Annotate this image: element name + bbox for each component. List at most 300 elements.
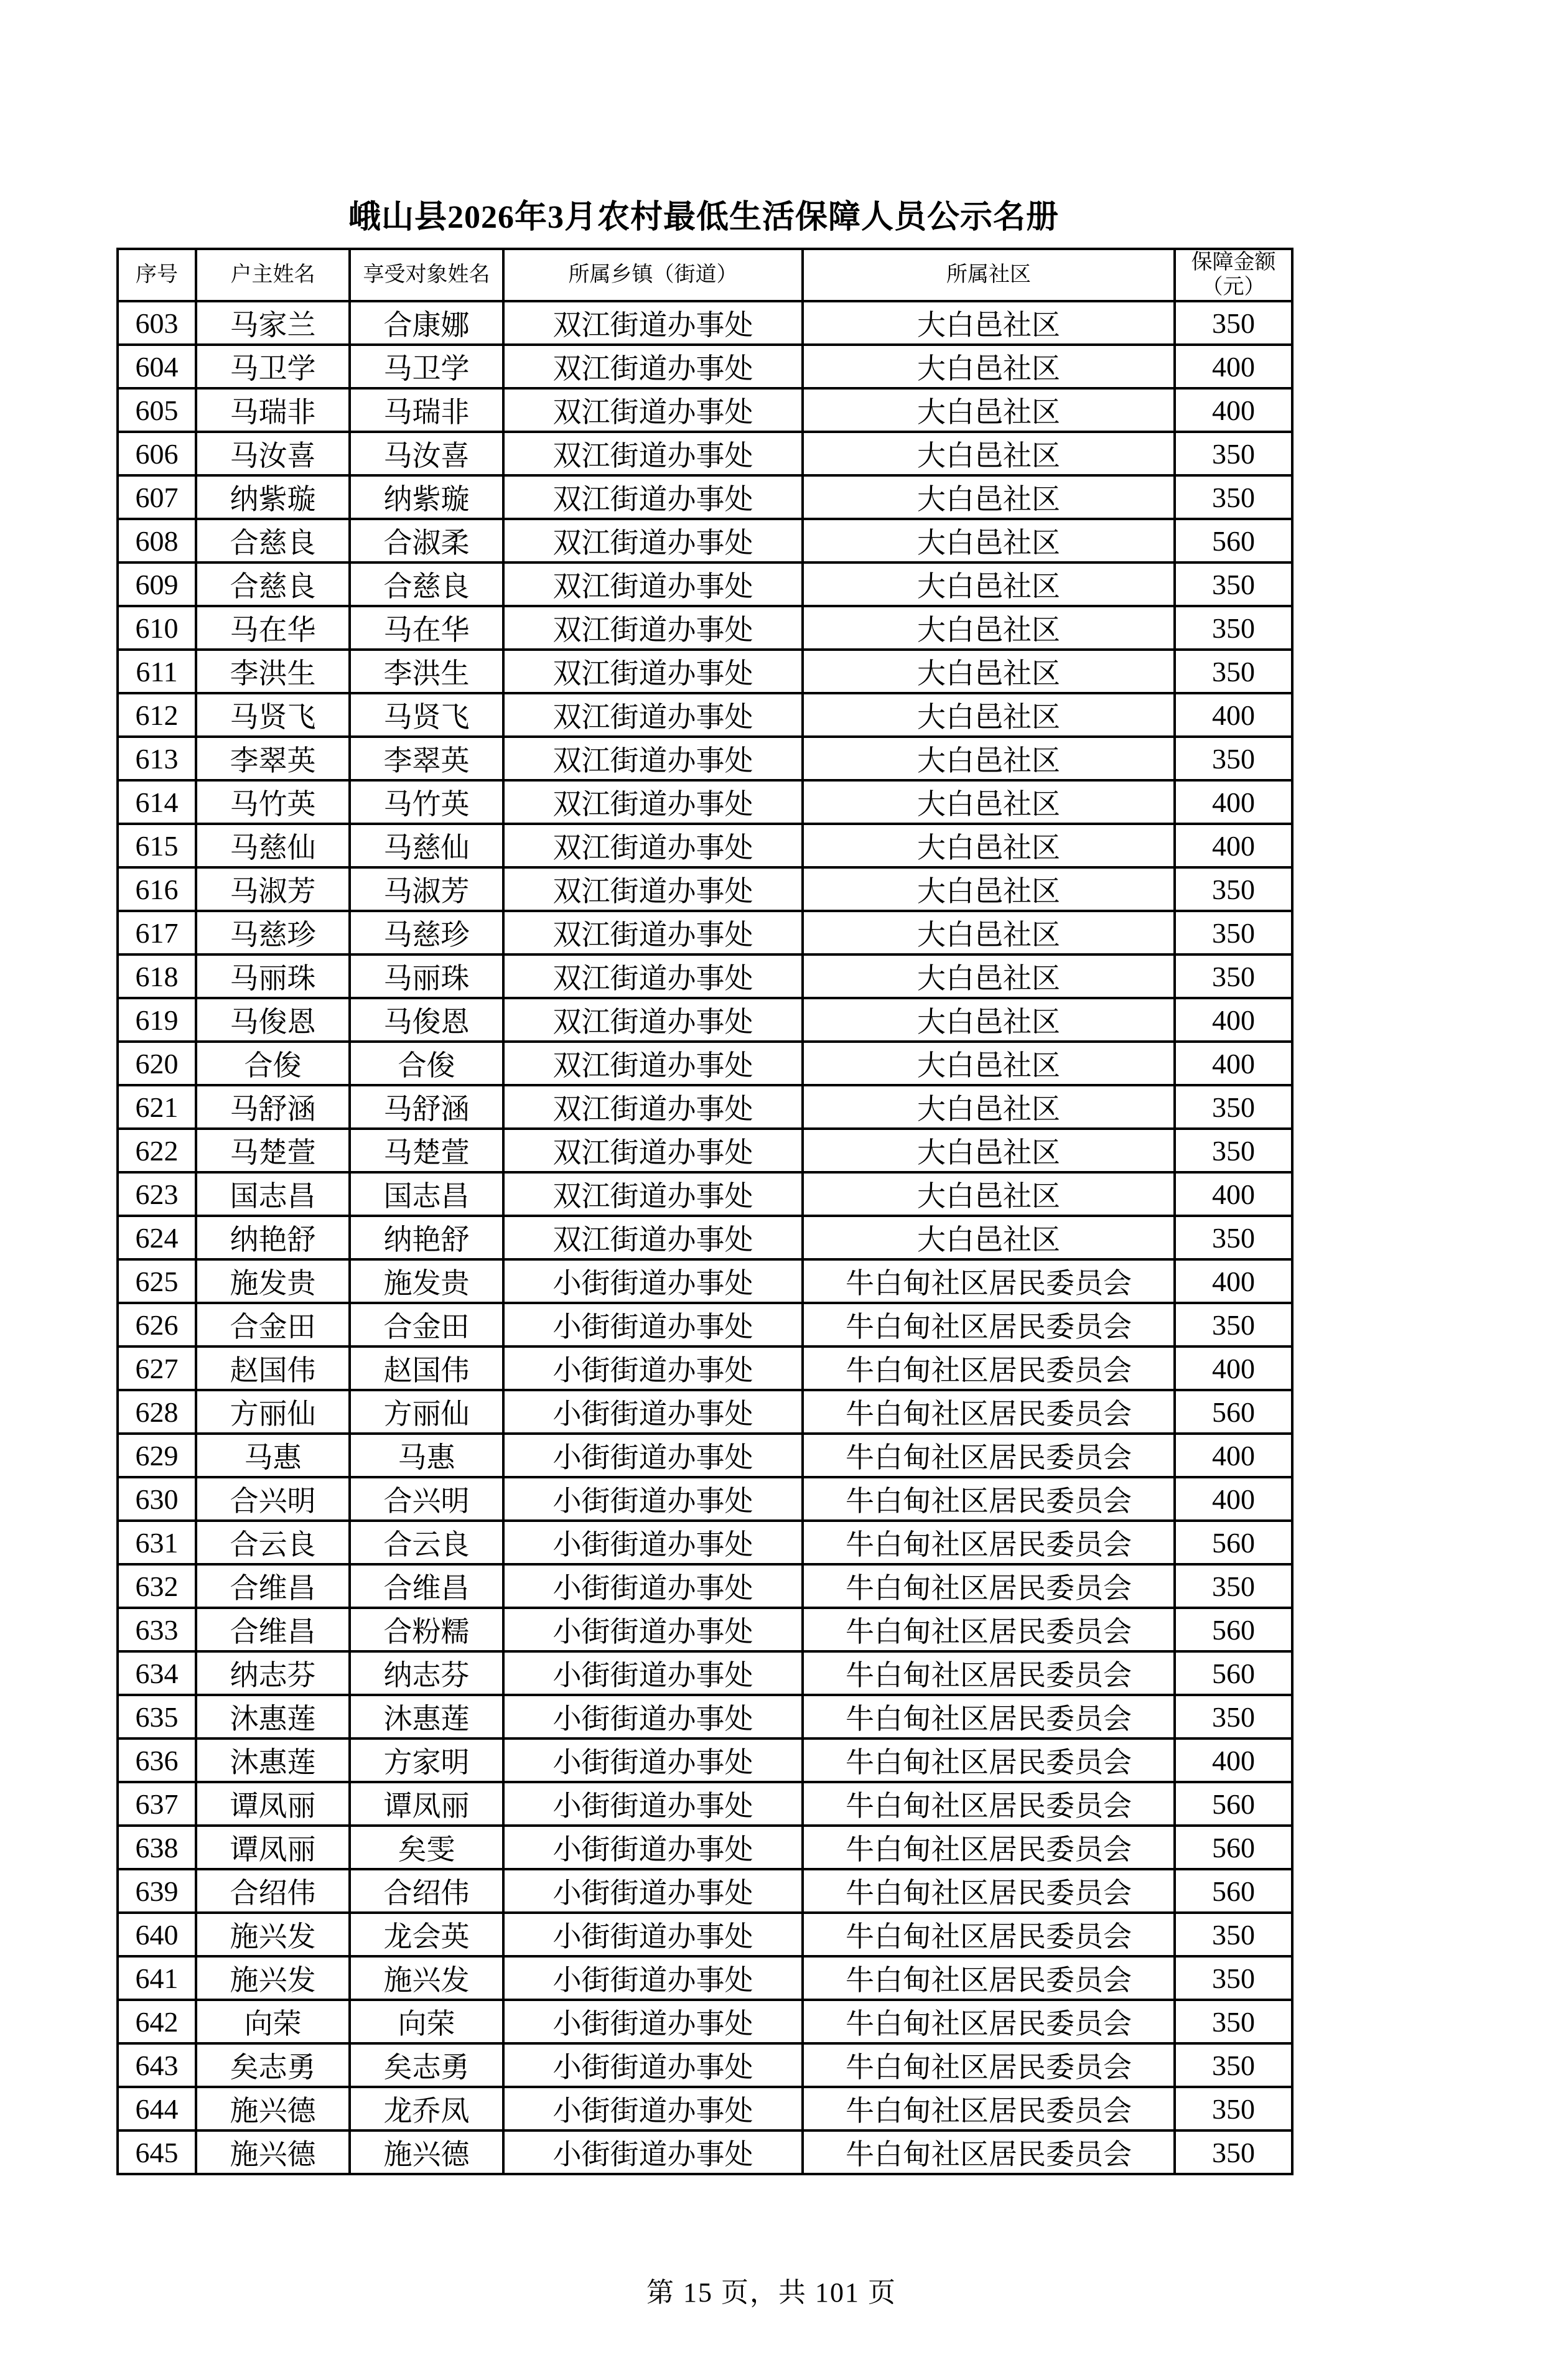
table-row <box>118 2000 1292 2043</box>
cell-township: 双江街道办事处 <box>503 432 803 475</box>
table-row <box>118 693 1292 737</box>
table-row <box>118 562 1292 606</box>
table-row <box>118 954 1292 998</box>
cell-township: 双江街道办事处 <box>503 475 803 519</box>
cell-householder: 马舒涵 <box>196 1085 350 1129</box>
cell-township: 双江街道办事处 <box>503 1129 803 1172</box>
cell-township: 小街街道办事处 <box>503 1651 803 1695</box>
cell-householder: 马淑芳 <box>196 867 350 911</box>
cell-serial: 617 <box>118 911 196 954</box>
cell-beneficiary: 李翠英 <box>350 737 503 780</box>
cell-beneficiary: 向荣 <box>350 2000 503 2043</box>
cell-community: 大白邑社区 <box>803 824 1175 867</box>
cell-serial: 621 <box>118 1085 196 1129</box>
cell-householder: 沐惠莲 <box>196 1695 350 1738</box>
cell-serial: 605 <box>118 388 196 432</box>
table-body <box>118 301 1292 2174</box>
table-row <box>118 2043 1292 2087</box>
cell-township: 双江街道办事处 <box>503 1172 803 1216</box>
cell-community: 牛白甸社区居民委员会 <box>803 1303 1175 1346</box>
cell-community: 牛白甸社区居民委员会 <box>803 1913 1175 1956</box>
table-row <box>118 650 1292 693</box>
cell-township: 双江街道办事处 <box>503 1042 803 1085</box>
cell-community: 大白邑社区 <box>803 867 1175 911</box>
cell-householder: 纳志芬 <box>196 1651 350 1695</box>
table-row <box>118 1259 1292 1303</box>
page-title: 峨山县2026年3月农村最低生活保障人员公示名册 <box>348 200 1059 235</box>
cell-serial: 638 <box>118 1826 196 1869</box>
table-row <box>118 1216 1292 1259</box>
cell-serial: 636 <box>118 1738 196 1782</box>
cell-community: 牛白甸社区居民委员会 <box>803 1346 1175 1390</box>
cell-householder: 国志昌 <box>196 1172 350 1216</box>
cell-beneficiary: 马舒涵 <box>350 1085 503 1129</box>
cell-community: 大白邑社区 <box>803 345 1175 388</box>
cell-serial: 633 <box>118 1608 196 1651</box>
header-beneficiary: 享受对象姓名 <box>350 249 503 301</box>
cell-township: 双江街道办事处 <box>503 650 803 693</box>
cell-amount: 350 <box>1175 1216 1292 1259</box>
cell-amount: 350 <box>1175 2130 1292 2174</box>
cell-serial: 611 <box>118 650 196 693</box>
cell-township: 小街街道办事处 <box>503 1956 803 2000</box>
cell-township: 双江街道办事处 <box>503 1085 803 1129</box>
cell-township: 双江街道办事处 <box>503 911 803 954</box>
cell-amount: 350 <box>1175 1913 1292 1956</box>
cell-community: 牛白甸社区居民委员会 <box>803 1434 1175 1477</box>
cell-householder: 合绍伟 <box>196 1869 350 1913</box>
cell-community: 大白邑社区 <box>803 606 1175 650</box>
table-row <box>118 606 1292 650</box>
cell-serial: 626 <box>118 1303 196 1346</box>
cell-serial: 635 <box>118 1695 196 1738</box>
table-row <box>118 1521 1292 1564</box>
cell-beneficiary: 方家明 <box>350 1738 503 1782</box>
cell-amount: 350 <box>1175 1303 1292 1346</box>
table-row <box>118 1782 1292 1826</box>
cell-beneficiary: 马慈珍 <box>350 911 503 954</box>
cell-amount: 560 <box>1175 1651 1292 1695</box>
table-row <box>118 1434 1292 1477</box>
cell-householder: 马贤飞 <box>196 693 350 737</box>
cell-township: 双江街道办事处 <box>503 1216 803 1259</box>
cell-serial: 622 <box>118 1129 196 1172</box>
table-row <box>118 2087 1292 2130</box>
cell-community: 大白邑社区 <box>803 954 1175 998</box>
cell-township: 小街街道办事处 <box>503 1913 803 1956</box>
cell-community: 牛白甸社区居民委员会 <box>803 2043 1175 2087</box>
cell-householder: 马丽珠 <box>196 954 350 998</box>
cell-householder: 合俊 <box>196 1042 350 1085</box>
cell-township: 双江街道办事处 <box>503 737 803 780</box>
cell-beneficiary: 纳志芬 <box>350 1651 503 1695</box>
cell-beneficiary: 施兴德 <box>350 2130 503 2174</box>
cell-householder: 合云良 <box>196 1521 350 1564</box>
cell-amount: 400 <box>1175 1259 1292 1303</box>
cell-township: 小街街道办事处 <box>503 2087 803 2130</box>
cell-beneficiary: 方丽仙 <box>350 1390 503 1434</box>
cell-beneficiary: 龙乔凤 <box>350 2087 503 2130</box>
cell-amount: 560 <box>1175 1608 1292 1651</box>
cell-beneficiary: 赵国伟 <box>350 1346 503 1390</box>
cell-householder: 施兴德 <box>196 2087 350 2130</box>
cell-community: 大白邑社区 <box>803 475 1175 519</box>
cell-householder: 马慈珍 <box>196 911 350 954</box>
cell-township: 小街街道办事处 <box>503 1869 803 1913</box>
cell-householder: 矣志勇 <box>196 2043 350 2087</box>
cell-serial: 606 <box>118 432 196 475</box>
cell-householder: 合慈良 <box>196 519 350 562</box>
cell-beneficiary: 纳艳舒 <box>350 1216 503 1259</box>
cell-community: 大白邑社区 <box>803 693 1175 737</box>
cell-beneficiary: 纳紫璇 <box>350 475 503 519</box>
cell-township: 双江街道办事处 <box>503 562 803 606</box>
cell-community: 大白邑社区 <box>803 519 1175 562</box>
cell-community: 大白邑社区 <box>803 1216 1175 1259</box>
cell-township: 小街街道办事处 <box>503 1738 803 1782</box>
table-row <box>118 780 1292 824</box>
cell-community: 大白邑社区 <box>803 1042 1175 1085</box>
cell-serial: 627 <box>118 1346 196 1390</box>
cell-beneficiary: 马贤飞 <box>350 693 503 737</box>
cell-householder: 纳紫璇 <box>196 475 350 519</box>
cell-township: 小街街道办事处 <box>503 1477 803 1521</box>
header-row <box>118 249 1292 301</box>
cell-beneficiary: 合兴明 <box>350 1477 503 1521</box>
cell-township: 双江街道办事处 <box>503 301 803 345</box>
cell-community: 大白邑社区 <box>803 432 1175 475</box>
header-householder: 户主姓名 <box>196 249 350 301</box>
cell-beneficiary: 马在华 <box>350 606 503 650</box>
cell-community: 大白邑社区 <box>803 388 1175 432</box>
cell-community: 牛白甸社区居民委员会 <box>803 1608 1175 1651</box>
cell-serial: 603 <box>118 301 196 345</box>
cell-householder: 马竹英 <box>196 780 350 824</box>
cell-township: 双江街道办事处 <box>503 519 803 562</box>
cell-beneficiary: 合俊 <box>350 1042 503 1085</box>
table-row <box>118 1608 1292 1651</box>
cell-township: 双江街道办事处 <box>503 867 803 911</box>
cell-serial: 613 <box>118 737 196 780</box>
cell-beneficiary: 沐惠莲 <box>350 1695 503 1738</box>
header-amount-line2: （元） <box>1201 276 1266 299</box>
cell-beneficiary: 马汝喜 <box>350 432 503 475</box>
cell-amount: 400 <box>1175 345 1292 388</box>
table-row <box>118 1477 1292 1521</box>
cell-householder: 施发贵 <box>196 1259 350 1303</box>
cell-amount: 400 <box>1175 1738 1292 1782</box>
cell-community: 牛白甸社区居民委员会 <box>803 1869 1175 1913</box>
cell-amount: 400 <box>1175 693 1292 737</box>
table-row <box>118 1695 1292 1738</box>
cell-serial: 643 <box>118 2043 196 2087</box>
cell-beneficiary: 马慈仙 <box>350 824 503 867</box>
cell-amount: 560 <box>1175 1390 1292 1434</box>
cell-beneficiary: 合维昌 <box>350 1564 503 1608</box>
cell-householder: 合兴明 <box>196 1477 350 1521</box>
cell-community: 牛白甸社区居民委员会 <box>803 1695 1175 1738</box>
cell-amount: 350 <box>1175 562 1292 606</box>
cell-serial: 640 <box>118 1913 196 1956</box>
cell-beneficiary: 龙会英 <box>350 1913 503 1956</box>
table-row <box>118 1042 1292 1085</box>
cell-amount: 560 <box>1175 519 1292 562</box>
cell-township: 小街街道办事处 <box>503 1303 803 1346</box>
cell-amount: 350 <box>1175 911 1292 954</box>
page-footer <box>0 2270 1543 2310</box>
cell-serial: 616 <box>118 867 196 911</box>
cell-amount: 350 <box>1175 606 1292 650</box>
cell-beneficiary: 马惠 <box>350 1434 503 1477</box>
table-row <box>118 388 1292 432</box>
cell-beneficiary: 马卫学 <box>350 345 503 388</box>
cell-community: 大白邑社区 <box>803 650 1175 693</box>
cell-township: 双江街道办事处 <box>503 998 803 1042</box>
cell-beneficiary: 谭凤丽 <box>350 1782 503 1826</box>
cell-community: 牛白甸社区居民委员会 <box>803 1259 1175 1303</box>
cell-serial: 610 <box>118 606 196 650</box>
table-row <box>118 867 1292 911</box>
table-row <box>118 998 1292 1042</box>
cell-serial: 630 <box>118 1477 196 1521</box>
cell-householder: 谭凤丽 <box>196 1782 350 1826</box>
cell-serial: 604 <box>118 345 196 388</box>
table-row <box>118 1738 1292 1782</box>
header-serial: 序号 <box>118 249 196 301</box>
cell-beneficiary: 施发贵 <box>350 1259 503 1303</box>
cell-amount: 400 <box>1175 1434 1292 1477</box>
cell-serial: 609 <box>118 562 196 606</box>
cell-township: 小街街道办事处 <box>503 1434 803 1477</box>
cell-amount: 400 <box>1175 1477 1292 1521</box>
cell-householder: 马家兰 <box>196 301 350 345</box>
cell-township: 双江街道办事处 <box>503 954 803 998</box>
cell-householder: 马卫学 <box>196 345 350 388</box>
cell-community: 牛白甸社区居民委员会 <box>803 1782 1175 1826</box>
cell-serial: 620 <box>118 1042 196 1085</box>
cell-householder: 马慈仙 <box>196 824 350 867</box>
cell-serial: 629 <box>118 1434 196 1477</box>
cell-township: 小街街道办事处 <box>503 1564 803 1608</box>
header-community: 所属社区 <box>803 249 1175 301</box>
cell-community: 大白邑社区 <box>803 1129 1175 1172</box>
cell-householder: 马惠 <box>196 1434 350 1477</box>
document-page <box>0 198 1543 2380</box>
cell-householder: 沐惠莲 <box>196 1738 350 1782</box>
cell-community: 大白邑社区 <box>803 737 1175 780</box>
cell-serial: 614 <box>118 780 196 824</box>
table-row <box>118 1085 1292 1129</box>
cell-householder: 纳艳舒 <box>196 1216 350 1259</box>
cell-beneficiary: 马楚萱 <box>350 1129 503 1172</box>
cell-householder: 合金田 <box>196 1303 350 1346</box>
table-row <box>118 519 1292 562</box>
cell-township: 小街街道办事处 <box>503 1695 803 1738</box>
cell-township: 小街街道办事处 <box>503 1826 803 1869</box>
cell-serial: 624 <box>118 1216 196 1259</box>
cell-amount: 400 <box>1175 1172 1292 1216</box>
table-row <box>118 1869 1292 1913</box>
cell-householder: 向荣 <box>196 2000 350 2043</box>
cell-serial: 637 <box>118 1782 196 1826</box>
roster-table <box>116 248 1294 2175</box>
cell-amount: 350 <box>1175 2087 1292 2130</box>
cell-householder: 谭凤丽 <box>196 1826 350 1869</box>
cell-householder: 合慈良 <box>196 562 350 606</box>
cell-serial: 632 <box>118 1564 196 1608</box>
cell-township: 小街街道办事处 <box>503 1390 803 1434</box>
cell-beneficiary: 合金田 <box>350 1303 503 1346</box>
cell-community: 牛白甸社区居民委员会 <box>803 1390 1175 1434</box>
cell-community: 牛白甸社区居民委员会 <box>803 2000 1175 2043</box>
cell-community: 牛白甸社区居民委员会 <box>803 1738 1175 1782</box>
cell-amount: 560 <box>1175 1521 1292 1564</box>
cell-serial: 642 <box>118 2000 196 2043</box>
cell-community: 大白邑社区 <box>803 998 1175 1042</box>
cell-householder: 马在华 <box>196 606 350 650</box>
cell-householder: 李翠英 <box>196 737 350 780</box>
table-row <box>118 824 1292 867</box>
table-row <box>118 1346 1292 1390</box>
cell-township: 双江街道办事处 <box>503 693 803 737</box>
cell-amount: 350 <box>1175 650 1292 693</box>
table-row <box>118 1390 1292 1434</box>
cell-township: 小街街道办事处 <box>503 1346 803 1390</box>
table-row <box>118 1564 1292 1608</box>
cell-serial: 641 <box>118 1956 196 2000</box>
cell-community: 大白邑社区 <box>803 562 1175 606</box>
cell-community: 大白邑社区 <box>803 1085 1175 1129</box>
cell-beneficiary: 施兴发 <box>350 1956 503 2000</box>
cell-township: 小街街道办事处 <box>503 1259 803 1303</box>
cell-serial: 631 <box>118 1521 196 1564</box>
table-row <box>118 301 1292 345</box>
cell-serial: 608 <box>118 519 196 562</box>
cell-community: 牛白甸社区居民委员会 <box>803 1956 1175 2000</box>
cell-serial: 634 <box>118 1651 196 1695</box>
page-number-text: 第 15 页，共 101 页 <box>646 2277 897 2308</box>
cell-community: 大白邑社区 <box>803 911 1175 954</box>
cell-amount: 350 <box>1175 475 1292 519</box>
cell-beneficiary: 马瑞非 <box>350 388 503 432</box>
table-row <box>118 1172 1292 1216</box>
cell-beneficiary: 国志昌 <box>350 1172 503 1216</box>
table-row <box>118 432 1292 475</box>
cell-township: 小街街道办事处 <box>503 1782 803 1826</box>
cell-amount: 560 <box>1175 1826 1292 1869</box>
cell-township: 双江街道办事处 <box>503 824 803 867</box>
cell-amount: 350 <box>1175 301 1292 345</box>
cell-amount: 350 <box>1175 1564 1292 1608</box>
table-row <box>118 1913 1292 1956</box>
cell-amount: 350 <box>1175 1695 1292 1738</box>
cell-community: 牛白甸社区居民委员会 <box>803 2087 1175 2130</box>
cell-serial: 639 <box>118 1869 196 1913</box>
cell-amount: 400 <box>1175 1042 1292 1085</box>
cell-serial: 628 <box>118 1390 196 1434</box>
cell-amount: 350 <box>1175 1129 1292 1172</box>
cell-householder: 赵国伟 <box>196 1346 350 1390</box>
cell-serial: 623 <box>118 1172 196 1216</box>
cell-community: 牛白甸社区居民委员会 <box>803 1651 1175 1695</box>
cell-amount: 400 <box>1175 1346 1292 1390</box>
cell-householder: 施兴德 <box>196 2130 350 2174</box>
cell-beneficiary: 马俊恩 <box>350 998 503 1042</box>
cell-amount: 350 <box>1175 737 1292 780</box>
cell-amount: 350 <box>1175 1085 1292 1129</box>
table-row <box>118 1129 1292 1172</box>
table-row <box>118 911 1292 954</box>
cell-township: 小街街道办事处 <box>503 2130 803 2174</box>
cell-community: 大白邑社区 <box>803 1172 1175 1216</box>
cell-beneficiary: 合淑柔 <box>350 519 503 562</box>
cell-householder: 施兴发 <box>196 1913 350 1956</box>
cell-householder: 马楚萱 <box>196 1129 350 1172</box>
cell-amount: 560 <box>1175 1782 1292 1826</box>
table-row <box>118 737 1292 780</box>
header-township: 所属乡镇（街道） <box>503 249 803 301</box>
cell-serial: 612 <box>118 693 196 737</box>
cell-township: 小街街道办事处 <box>503 1521 803 1564</box>
cell-householder: 合维昌 <box>196 1564 350 1608</box>
cell-township: 双江街道办事处 <box>503 345 803 388</box>
cell-beneficiary: 合云良 <box>350 1521 503 1564</box>
cell-householder: 方丽仙 <box>196 1390 350 1434</box>
cell-beneficiary: 李洪生 <box>350 650 503 693</box>
table-row <box>118 1303 1292 1346</box>
table-row <box>118 345 1292 388</box>
cell-community: 牛白甸社区居民委员会 <box>803 1826 1175 1869</box>
cell-community: 牛白甸社区居民委员会 <box>803 1521 1175 1564</box>
cell-township: 小街街道办事处 <box>503 1608 803 1651</box>
table-row <box>118 475 1292 519</box>
header-amount <box>1175 249 1292 301</box>
cell-amount: 400 <box>1175 780 1292 824</box>
cell-serial: 625 <box>118 1259 196 1303</box>
cell-serial: 645 <box>118 2130 196 2174</box>
cell-amount: 400 <box>1175 998 1292 1042</box>
cell-amount: 560 <box>1175 1869 1292 1913</box>
cell-township: 双江街道办事处 <box>503 388 803 432</box>
cell-amount: 350 <box>1175 2043 1292 2087</box>
table-header <box>118 249 1292 301</box>
cell-amount: 350 <box>1175 1956 1292 2000</box>
cell-serial: 619 <box>118 998 196 1042</box>
cell-community: 牛白甸社区居民委员会 <box>803 2130 1175 2174</box>
cell-beneficiary: 合粉糯 <box>350 1608 503 1651</box>
cell-amount: 350 <box>1175 2000 1292 2043</box>
cell-township: 小街街道办事处 <box>503 2000 803 2043</box>
cell-community: 牛白甸社区居民委员会 <box>803 1564 1175 1608</box>
cell-amount: 400 <box>1175 824 1292 867</box>
cell-beneficiary: 合绍伟 <box>350 1869 503 1913</box>
cell-community: 牛白甸社区居民委员会 <box>803 1477 1175 1521</box>
table-row <box>118 1826 1292 1869</box>
cell-beneficiary: 合慈良 <box>350 562 503 606</box>
cell-township: 双江街道办事处 <box>503 606 803 650</box>
table-row <box>118 1956 1292 2000</box>
cell-beneficiary: 合康娜 <box>350 301 503 345</box>
cell-serial: 615 <box>118 824 196 867</box>
cell-householder: 马汝喜 <box>196 432 350 475</box>
cell-amount: 350 <box>1175 432 1292 475</box>
cell-amount: 350 <box>1175 954 1292 998</box>
cell-amount: 400 <box>1175 388 1292 432</box>
cell-householder: 李洪生 <box>196 650 350 693</box>
cell-serial: 618 <box>118 954 196 998</box>
cell-serial: 644 <box>118 2087 196 2130</box>
cell-beneficiary: 马丽珠 <box>350 954 503 998</box>
